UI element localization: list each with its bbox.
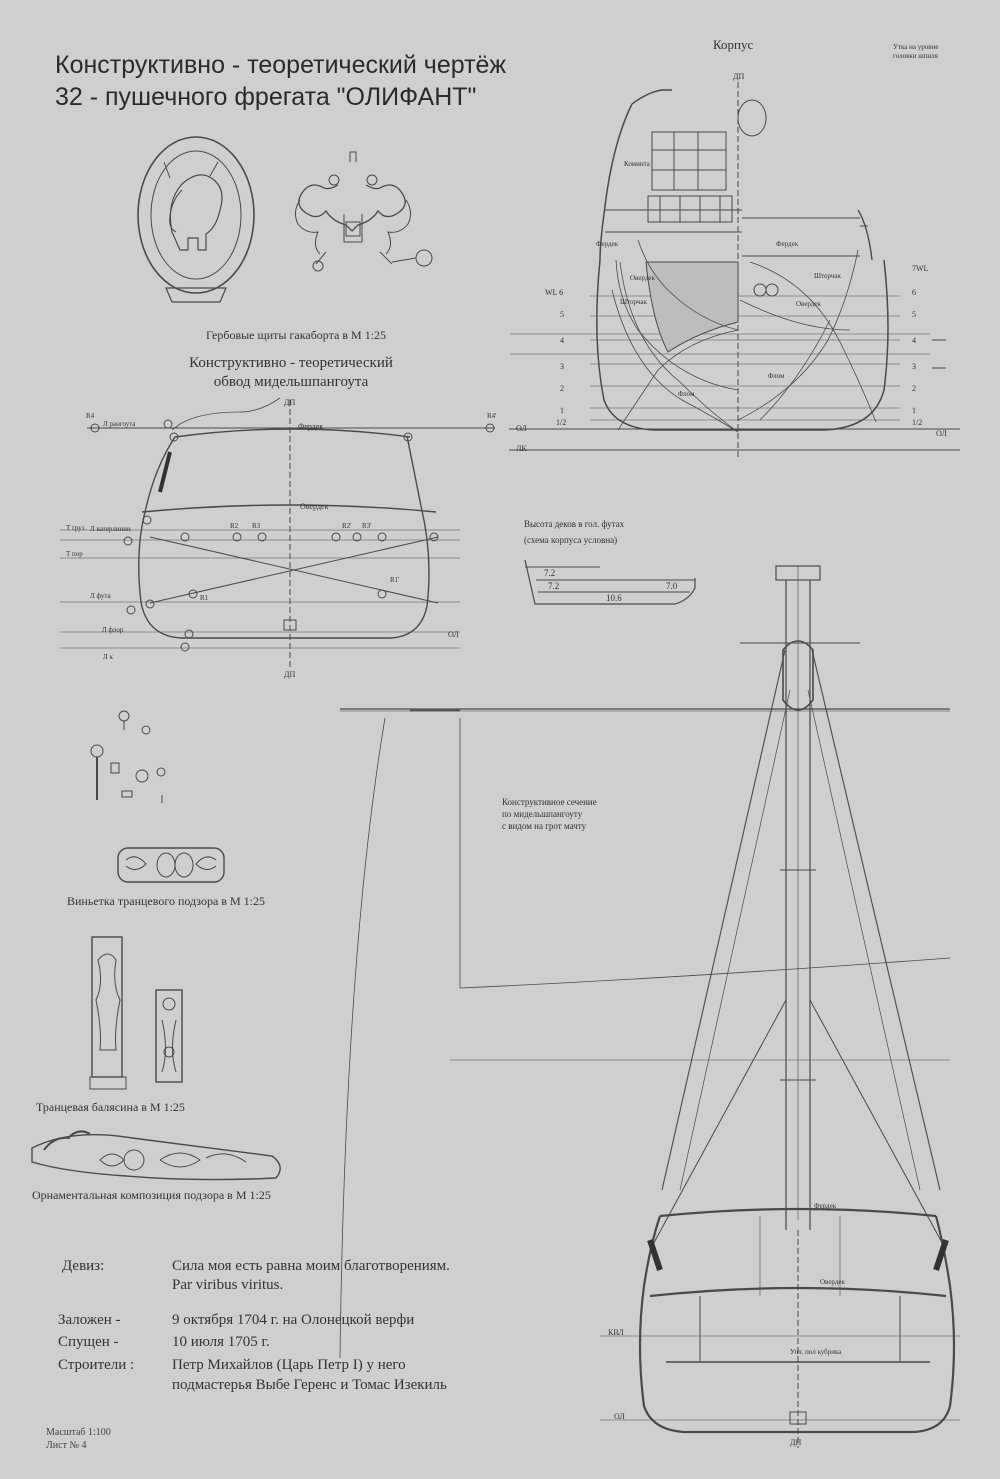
laid-value: 9 октября 1704 г. на Олонецкой верфи [172,1312,415,1328]
body-plan-wl-right-3: 3 [912,362,916,371]
baluster-caption: Транцевая балясина в М 1:25 [36,1100,185,1114]
body-plan-dp-label: ДП [733,72,745,81]
midship-dp-top: ДП [284,398,296,407]
midship-radius-r4p: R4' [487,412,497,420]
midship-dp-bottom: ДП [284,670,296,679]
midship-label-flor: Л флор [102,626,124,634]
body-plan-label-flom-right: Флом [768,372,785,380]
mast-ferdek: Фердек [814,1202,837,1210]
mast-dp: ДП [790,1438,802,1447]
mast-hold: Упл. пол кубрика [790,1348,842,1356]
body-plan-wl-6: WL 6 [545,288,564,297]
midship-title-line-1: Конструктивно - теоретический [189,355,393,371]
deck-heights-title-1: Высота деков в гол. футах [524,519,625,529]
midship-label-fut: Л фута [90,592,111,600]
ornament-caption: Орнаментальная композиция подзора в М 1:25 [32,1188,271,1202]
corner-note-2: головки шпиля [893,52,938,60]
body-plan-ol-left: ОЛ [516,424,527,433]
body-plan-wl-4: 4 [560,336,564,345]
body-plan-wl-2: 2 [560,384,564,393]
midship-label-rangout: Л рангоута [103,420,136,428]
builders-line-1: Петр Михайлов (Царь Петр I) у него [172,1357,406,1373]
deck-heights-title-2: (схема корпуса условна) [524,535,618,545]
body-plan-label-overdek-right: Овердек [796,300,821,308]
ornament-icon [32,1131,280,1179]
body-plan-wl-1: 1 [560,406,564,415]
launched-value: 10 июля 1705 г. [172,1334,270,1350]
midship-ferdek: Фердек [298,422,324,431]
body-plan [509,82,960,460]
body-plan-caption: Корпус [713,37,754,52]
midship-label-t-gruz: Т груз [66,524,85,532]
body-plan-lk: ЛК [516,444,527,453]
body-plan-wl-right-7: 7WL [912,264,929,273]
body-plan-ol-right: ОЛ [936,429,947,438]
vignette-icon [118,848,224,882]
mast-ol: ОЛ [614,1412,625,1421]
deck-height-1: 7.2 [544,568,556,578]
body-plan-wl-right-5: 5 [912,310,916,319]
mast-section [340,566,960,1448]
midship-radius-r2p: R2' [342,522,352,530]
mast-caption-3: с видом на грот мачту [502,821,587,831]
body-plan-label-ferdek: Фердек [596,240,619,248]
elephant-medallion-icon [138,137,254,302]
title-line-2: 32 - пушечного фрегата "ОЛИФАНТ" [55,83,477,111]
midship-label-lk: Л к [103,653,113,661]
launched-label: Спущен - [58,1334,119,1350]
scale-stamp: Масштаб 1:100 [46,1427,111,1438]
double-eagle-icon [295,152,432,271]
vignette-caption: Виньетка транцевого подзора в М 1:25 [67,894,265,908]
corner-note-1: Утка на уровне [893,43,939,51]
body-plan-wl-right-6: 6 [912,288,916,297]
body-plan-wl-right-4: 4 [912,336,916,345]
body-plan-label-kominta: Коминта [624,160,650,168]
motto-ru: Сила моя есть равна моим благотворениям. [172,1258,450,1274]
mast-caption-1: Конструктивное сечение [502,797,597,807]
mast-caption-2: по мидельшпангоуту [502,809,583,819]
body-plan-label-overdek: Овердек [630,274,655,282]
builders-label: Строители : [58,1357,135,1373]
title-line-1: Конструктивно - теоретический чертёж [55,51,507,79]
midship-section [60,398,495,670]
body-plan-wl-half: 1/2 [556,418,567,427]
motto-label: Девиз: [62,1258,105,1274]
midship-label-waterline: Л ватерлинии [90,525,131,533]
midship-radius-r4: R4 [86,412,95,420]
body-plan-wl-right-2: 2 [912,384,916,393]
body-plan-wl-right-1: 1 [912,406,916,415]
deck-height-4: 10.6 [606,593,622,603]
arms-caption: Гербовые щиты гакаборта в М 1:25 [206,328,387,342]
midship-radius-r3: R3 [252,522,261,530]
midship-radius-r3p: R3' [362,522,372,530]
small-fittings-icon [91,711,165,803]
body-plan-label-shtorchak: Шторчак [620,298,647,306]
midship-title-line-2: обвод мидельшпангоута [213,374,369,390]
deck-height-2: 7.2 [548,581,560,591]
body-plan-label-shtorchak-right: Шторчак [814,272,841,280]
sheet-stamp: Лист № 4 [46,1440,87,1451]
motto-lat: Par viribus viritus. [172,1277,284,1293]
deck-height-3: 7.0 [666,581,678,591]
midship-ol: ОЛ [448,630,459,639]
midship-label-t-por: Т пор [66,550,83,558]
builders-line-2: подмастерья Выбе Геренс и Томас Изекиль [172,1377,447,1393]
mast-overdek: Овердек [820,1278,845,1286]
midship-radius-r1: R1 [200,594,209,602]
midship-radius-r1p: R1' [390,576,400,584]
body-plan-wl-right-half: 1/2 [912,418,923,427]
body-plan-label-flom: Флом [678,390,695,398]
body-plan-wl-5: 5 [560,310,564,319]
baluster-icon [90,937,182,1089]
midship-radius-r2: R2 [230,522,239,530]
mast-kvl: КВЛ [608,1328,624,1337]
body-plan-label-ferdek-right: Фердек [776,240,799,248]
midship-overdek: Овердек [300,502,329,511]
body-plan-wl-3: 3 [560,362,564,371]
laid-label: Заложен - [58,1312,121,1328]
